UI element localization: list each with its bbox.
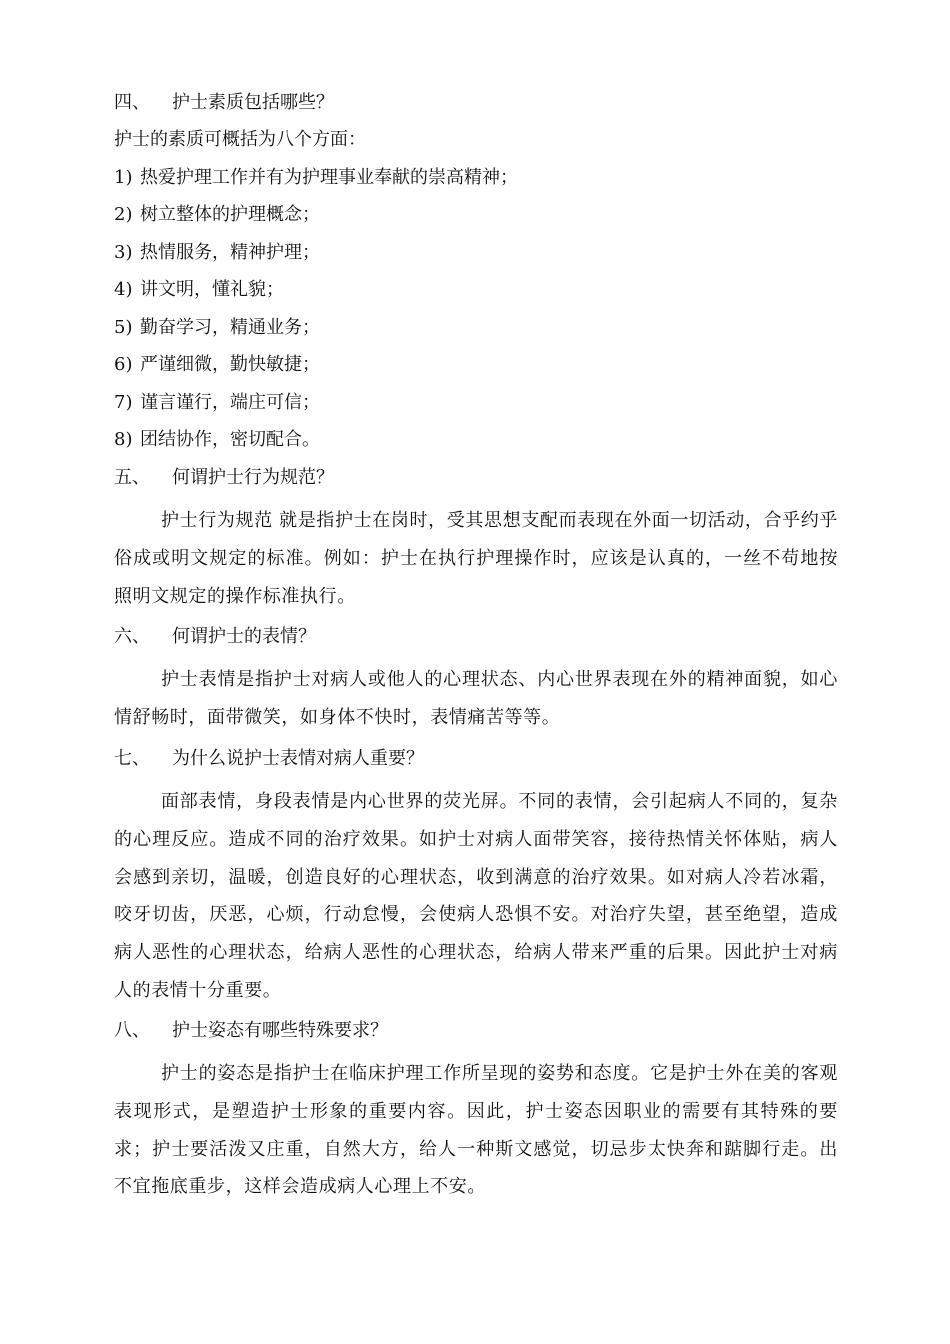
list-item-number: 7) xyxy=(114,392,133,413)
list-item-text: 热情服务，精神护理； xyxy=(140,242,320,263)
list-item-number: 3) xyxy=(114,242,133,263)
section-7-paragraph: 面部表情，身段表情是内心世界的荧光屏。不同的表情，会引起病人不同的，复杂的心理反应。造成不同的治疗效果。如护士对病人面带笑容，接待热情关怀体贴，病人会感到亲切，温暖，创造良好的心理状态，收到满意的治疗效果。如对病人冷若冰霜，咬牙切齿，厌恶，心烦，行动怠慢，会使病人恐惧不安。对治疗失望，甚至绝望，造成病人恶性的心理状态，给病人恶性的心理状态，给病人带来严重的后果。因此护士对病人的表情十分重要。 xyxy=(114,791,838,1001)
section-number: 五、 xyxy=(114,467,150,488)
section-title: 何谓护士的表情？ xyxy=(172,626,316,647)
list-item-number: 2) xyxy=(114,204,133,225)
list-item-number: 1) xyxy=(114,167,133,188)
section-8-paragraph: 护士的姿态是指护士在临床护理工作所呈现的姿势和态度。它是护士外在美的客观表现形式，是塑造护士形象的重要内容。因此，护士姿态因职业的需要有其特殊的要求；护士要活泼又庄重，自然大方，给人一种斯文感觉，切忌步太快奔和踮脚行走。出不宜拖底重步，这样会造成病人心理上不安。 xyxy=(114,1063,838,1198)
section-number: 七、 xyxy=(114,748,150,769)
list-item-text: 团结协作，密切配合。 xyxy=(140,429,320,450)
list-item-number: 6) xyxy=(114,354,133,375)
list-item-number: 4) xyxy=(114,279,133,300)
section-title: 护士素质包括哪些？ xyxy=(172,92,334,113)
section-4-heading xyxy=(114,91,334,115)
section-number: 四、 xyxy=(114,92,150,113)
section-number: 八、 xyxy=(114,1020,150,1041)
list-item xyxy=(114,391,320,415)
list-item xyxy=(114,241,320,265)
section-8-heading xyxy=(114,1019,388,1043)
section-7-heading xyxy=(114,747,424,771)
section-5-heading xyxy=(114,466,334,490)
section-6-heading xyxy=(114,625,316,649)
list-item-text: 树立整体的护理概念； xyxy=(140,204,320,225)
list-item xyxy=(114,428,320,452)
section-4-intro: 护士的素质可概括为八个方面： xyxy=(114,129,366,150)
list-item xyxy=(114,203,320,227)
list-item-text: 热爱护理工作并有为护理事业奉献的崇高精神； xyxy=(140,167,518,188)
list-item xyxy=(114,278,284,302)
section-title: 何谓护士行为规范？ xyxy=(172,467,334,488)
list-item-text: 勤奋学习，精通业务； xyxy=(140,317,320,338)
list-item xyxy=(114,353,320,377)
list-item-text: 谨言谨行，端庄可信； xyxy=(140,392,320,413)
section-title: 为什么说护士表情对病人重要？ xyxy=(172,748,424,769)
list-item-text: 严谨细微，勤快敏捷； xyxy=(140,354,320,375)
list-item-text: 讲文明，懂礼貌； xyxy=(140,279,284,300)
list-item xyxy=(114,166,518,190)
section-number: 六、 xyxy=(114,626,150,647)
section-6-paragraph: 护士表情是指护士对病人或他人的心理状态、内心世界表现在外的精神面貌，如心情舒畅时，面带微笑，如身体不快时，表情痛苦等等。 xyxy=(114,669,838,728)
list-item-number: 5) xyxy=(114,317,133,338)
list-item xyxy=(114,316,320,340)
section-title: 护士姿态有哪些特殊要求？ xyxy=(172,1020,388,1041)
section-5-paragraph: 护士行为规范 就是指护士在岗时，受其思想支配而表现在外面一切活动，合乎约乎俗成或明文规定的标准。例如：护士在执行护理操作时，应该是认真的，一丝不苟地按照明文规定的操作标准执行。 xyxy=(114,510,838,607)
list-item-number: 8) xyxy=(114,429,133,450)
